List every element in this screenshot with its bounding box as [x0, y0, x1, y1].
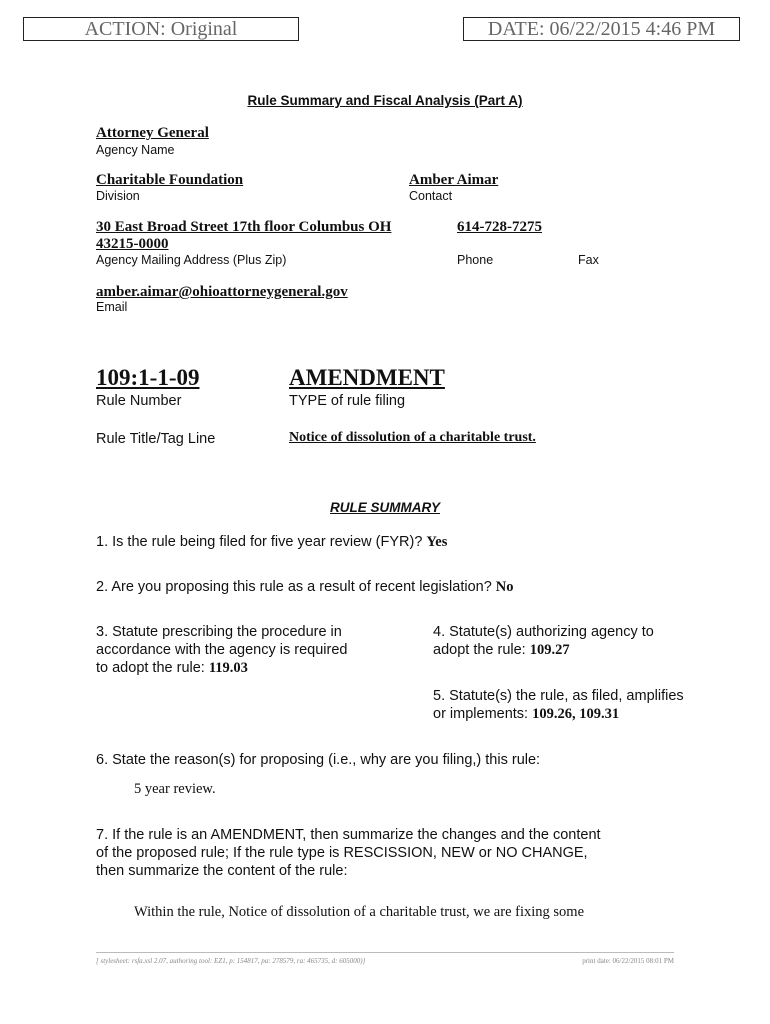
division-value: Charitable Foundation [96, 172, 244, 188]
footer-divider [96, 952, 674, 953]
rule-number: 109:1-1-09 [96, 365, 200, 390]
contact-label: Contact [409, 189, 453, 203]
question-4-answer: 109.27 [529, 642, 570, 658]
rule-type-label: TYPE of rule filing [289, 393, 406, 409]
question-4-line1: 4. Statute(s) authorizing agency to [433, 624, 654, 640]
question-3 [96, 623, 347, 677]
question-5 [433, 687, 684, 723]
question-4-line2: adopt the rule: [433, 642, 526, 658]
address-line1: 30 East Broad Street 17th floor Columbus OH [96, 219, 392, 235]
phone-label: Phone [457, 253, 494, 267]
question-6-answer: 5 year review. [134, 781, 216, 797]
question-1 [96, 533, 447, 551]
agency-name-label: Agency Name [96, 143, 175, 157]
rule-summary-heading: RULE SUMMARY [329, 500, 440, 515]
address-line2: 43215-0000 [96, 236, 169, 252]
footer-print-date: print date: 06/22/2015 08:01 PM [582, 957, 674, 965]
question-2 [96, 578, 514, 596]
contact-value: Amber Aimar [409, 172, 499, 188]
question-7-line3: then summarize the content of the rule: [96, 863, 348, 879]
address-label: Agency Mailing Address (Plus Zip) [96, 253, 287, 267]
question-3-line2: accordance with the agency is required [96, 642, 348, 658]
action-box [23, 17, 299, 41]
footer-stylesheet-info: [ stylesheet: rsfa.xsl 2.07, authoring tool: EZ1, p: 154817, pa: 278579, ra: 465735, d: 605000)] [96, 957, 366, 965]
question-4 [433, 623, 654, 659]
question-5-line1: 5. Statute(s) the rule, as filed, amplifies [433, 688, 684, 704]
rule-title-value: Notice of dissolution of a charitable trust. [289, 430, 536, 445]
rule-type: AMENDMENT [289, 365, 445, 390]
document-title: Rule Summary and Fiscal Analysis (Part A) [247, 93, 523, 108]
division-label: Division [96, 189, 140, 203]
rule-title-label: Rule Title/Tag Line [96, 431, 216, 447]
question-2-text: 2. Are you proposing this rule as a result of recent legislation? [96, 579, 492, 595]
agency-name-value: Attorney General [96, 125, 209, 141]
action-text: ACTION: Original [84, 18, 238, 40]
question-3-line1: 3. Statute prescribing the procedure in [96, 624, 342, 640]
question-7-line2: of the proposed rule; If the rule type is RESCISSION, NEW or NO CHANGE, [96, 845, 588, 861]
question-1-answer: Yes [426, 534, 448, 550]
question-1-text: 1. Is the rule being filed for five year review (FYR)? [96, 534, 423, 550]
question-3-answer: 119.03 [208, 660, 248, 676]
question-7-line1: 7. If the rule is an AMENDMENT, then summarize the changes and the content [96, 827, 601, 843]
date-box [463, 17, 740, 41]
email-value: amber.aimar@ohioattorneygeneral.gov [96, 284, 348, 300]
question-7 [96, 826, 601, 880]
email-label: Email [96, 300, 128, 314]
question-7-answer: Within the rule, Notice of dissolution of a charitable trust, we are fixing some [134, 904, 585, 920]
question-5-answer: 109.26, 109.31 [532, 706, 620, 722]
date-text: DATE: 06/22/2015 4:46 PM [487, 18, 716, 40]
phone-value: 614-728-7275 [457, 219, 542, 235]
question-2-answer: No [495, 579, 514, 595]
question-6-text: 6. State the reason(s) for proposing (i.e., why are you filing,) this rule: [96, 752, 541, 768]
rule-number-label: Rule Number [96, 393, 182, 409]
question-3-line3: to adopt the rule: [96, 660, 205, 676]
question-5-line2: or implements: [433, 706, 529, 722]
fax-label: Fax [578, 253, 599, 267]
